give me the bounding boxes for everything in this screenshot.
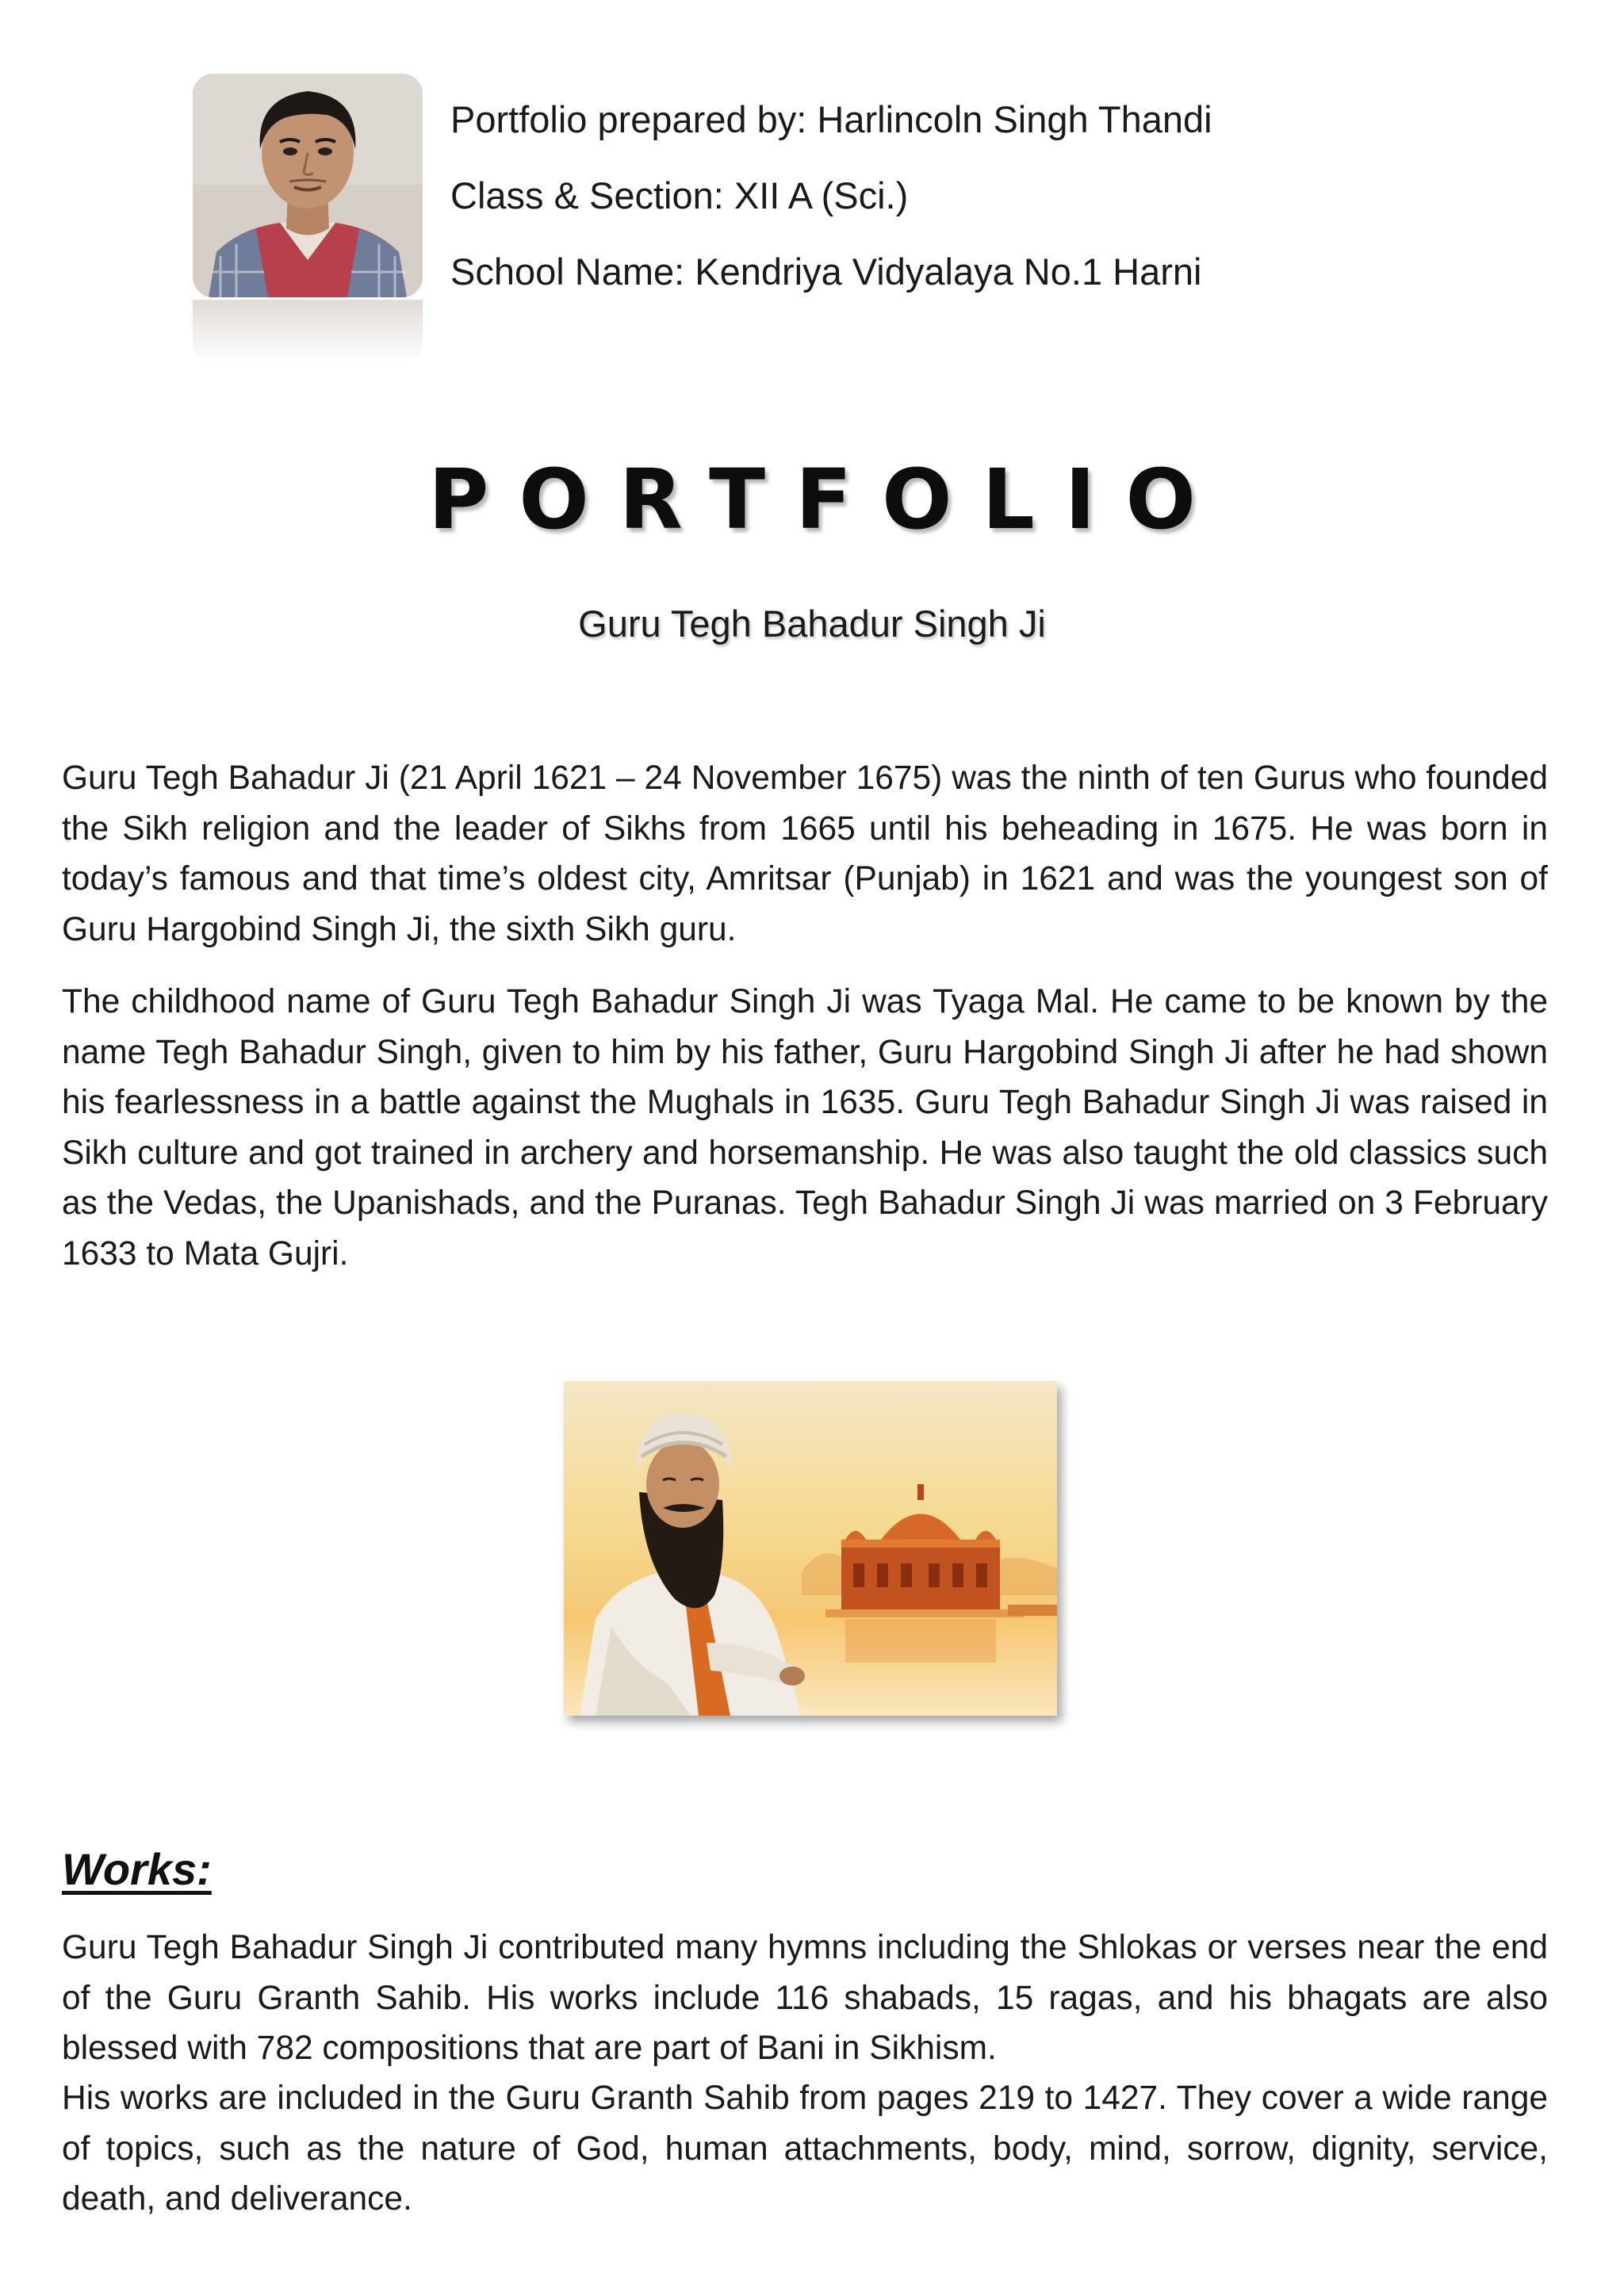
student-photo <box>193 74 423 297</box>
prepared-by-line: Portfolio prepared by: Harlincoln Singh Thandi <box>450 98 1212 140</box>
works-paragraph: Guru Tegh Bahadur Singh Ji contributed many hymns including the Shlokas or verses near the end of the Guru Granth Sahib. His works include 116 shabads, 15 ragas, and his bhagats are also blessed with 782 compositions that are part of Bani in Sikhism. <box>62 1929 1548 2067</box>
guru-painting-image <box>564 1381 1057 1716</box>
page-title: PORTFOLIO <box>428 451 1226 548</box>
school-name-line: School Name: Kendriya Vidyalaya No.1 Harni <box>450 251 1202 293</box>
page-subtitle: Guru Tegh Bahadur Singh Ji <box>578 603 1046 645</box>
childhood-paragraph: The childhood name of Guru Tegh Bahadur Singh Ji was Tyaga Mal. He came to be known by the name Tegh Bahadur Singh, given to him by his father, Guru Hargobind Singh Ji after he had shown his fearlessness in a battle against the Mughals in 1635. Guru Tegh Bahadur Singh Ji was raised in Sikh culture and got trained in archery and horsemanship. He was also taught the old classics such as the Vedas, the Upanishads, and the Puranas. Tegh Bahadur Singh Ji was married on 3 February 1633 to Mata Gujri. <box>62 983 1548 1272</box>
author-info <box>450 82 1402 310</box>
works-heading: Works: <box>62 1844 212 1894</box>
works-topics-paragraph: His works are included in the Guru Granth Sahib from pages 219 to 1427. They cover a wide range of topics, such as the nature of God, human attachments, body, mind, sorrow, dignity, service, death, and deliverance. <box>62 2080 1548 2218</box>
class-section-line: Class & Section: XII A (Sci.) <box>450 174 909 216</box>
photo-reflection <box>193 300 423 363</box>
intro-paragraph: Guru Tegh Bahadur Ji (21 April 1621 – 24 November 1675) was the ninth of ten Gurus who founded the Sikh religion and the leader of Sikhs from 1665 until his beheading in 1675. He was born in today’s famous and that time’s oldest city, Amritsar (Punjab) in 1621 and was the youngest son of Guru Hargobind Singh Ji, the sixth Sikh guru. <box>62 760 1548 948</box>
